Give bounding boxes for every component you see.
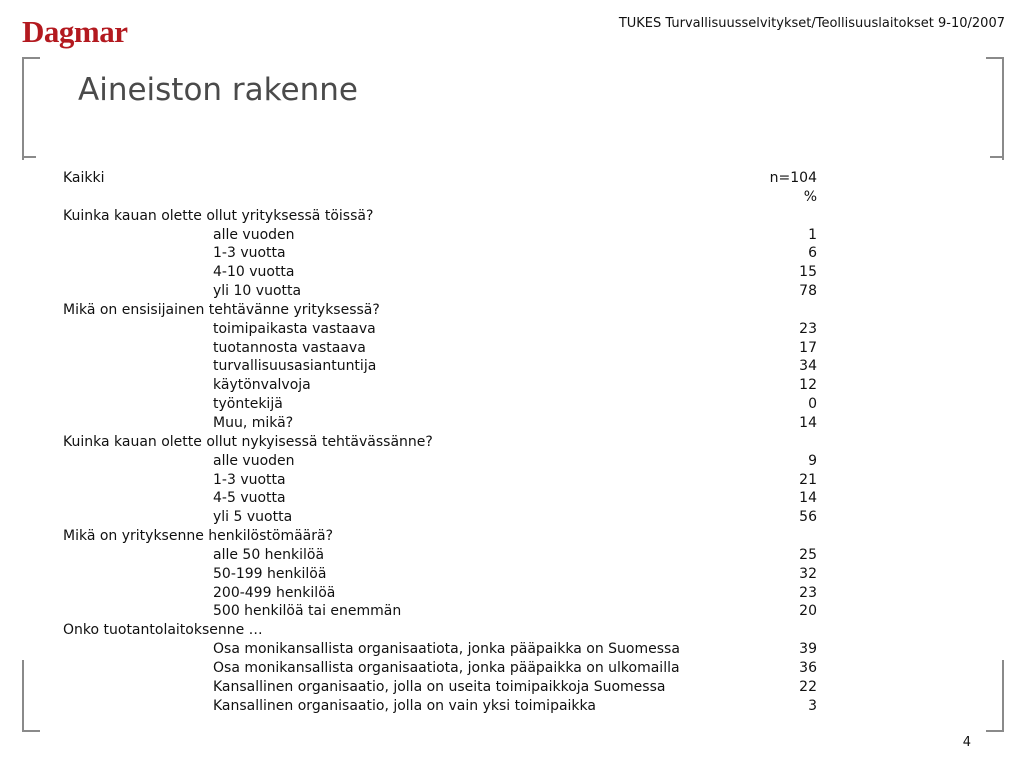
row-value: 3	[808, 697, 817, 714]
row-value: 1	[808, 226, 817, 243]
table-row	[63, 226, 820, 245]
table-row	[63, 602, 820, 621]
row-value: 20	[799, 603, 817, 620]
table-row	[63, 678, 820, 697]
row-label: 500 henkilöä tai enemmän	[213, 603, 402, 620]
header-row	[63, 188, 820, 207]
table-row	[63, 659, 820, 678]
company-logo: Dagmar	[22, 14, 128, 49]
row-label: Kuinka kauan olette ollut nykyisessä tehtävässänne?	[63, 433, 433, 450]
row-value: 39	[799, 641, 817, 658]
row-value: 23	[799, 320, 817, 337]
row-value: 21	[799, 471, 817, 488]
row-label: tuotannosta vastaava	[213, 339, 366, 356]
row-label: Osa monikansallista organisaatiota, jonka pääpaikka on ulkomailla	[213, 659, 680, 676]
row-label: työntekijä	[213, 396, 283, 413]
frame-corner-bottom-left	[22, 660, 40, 732]
table-row	[63, 697, 820, 716]
table-row	[63, 508, 820, 527]
row-value: 14	[799, 414, 817, 431]
row-label: Muu, mikä?	[213, 414, 294, 431]
table-row	[63, 339, 820, 358]
row-label: yli 10 vuotta	[213, 283, 302, 300]
data-table	[63, 169, 820, 715]
table-row	[63, 414, 820, 433]
table-row	[63, 282, 820, 301]
row-label: Onko tuotantolaitoksenne …	[63, 622, 263, 639]
question-row	[63, 301, 820, 320]
row-label: 1-3 vuotta	[213, 471, 286, 488]
page-number: 4	[962, 735, 971, 750]
row-value: 56	[799, 509, 817, 526]
question-row	[63, 621, 820, 640]
row-value: 32	[799, 565, 817, 582]
table-row	[63, 357, 820, 376]
row-value: 0	[808, 396, 817, 413]
row-value: %	[803, 188, 817, 205]
row-value: 12	[799, 377, 817, 394]
row-value: 36	[799, 659, 817, 676]
row-label: alle vuoden	[213, 452, 295, 469]
table-row	[63, 395, 820, 414]
frame-corner-top-right	[986, 57, 1004, 160]
row-label: 50-199 henkilöä	[213, 565, 327, 582]
row-label: Kansallinen organisaatio, jolla on vain yksi toimipaikka	[213, 697, 596, 714]
row-label: Kuinka kauan olette ollut yrityksessä töissä?	[63, 207, 374, 224]
question-row	[63, 433, 820, 452]
row-value: 6	[808, 245, 817, 262]
row-label: 4-5 vuotta	[213, 490, 286, 507]
table-row	[63, 565, 820, 584]
row-label: Osa monikansallista organisaatiota, jonka pääpaikka on Suomessa	[213, 641, 680, 658]
table-row	[63, 584, 820, 603]
question-row	[63, 527, 820, 546]
table-row	[63, 244, 820, 263]
row-label: 4-10 vuotta	[213, 264, 295, 281]
row-value: 9	[808, 452, 817, 469]
row-value: 14	[799, 490, 817, 507]
frame-tick-left	[22, 156, 36, 158]
row-label: toimipaikasta vastaava	[213, 320, 376, 337]
row-label: Mikä on ensisijainen tehtävänne yrityksessä?	[63, 301, 380, 318]
table-row	[63, 546, 820, 565]
row-value: 15	[799, 264, 817, 281]
row-value: 23	[799, 584, 817, 601]
header-row	[63, 169, 820, 188]
table-row	[63, 320, 820, 339]
row-value: 34	[799, 358, 817, 375]
table-row	[63, 452, 820, 471]
row-label: 1-3 vuotta	[213, 245, 286, 262]
row-label: Kaikki	[63, 170, 105, 186]
row-label: alle vuoden	[213, 226, 295, 243]
row-value: 25	[799, 546, 817, 563]
row-value: 78	[799, 283, 817, 300]
table-row	[63, 263, 820, 282]
table-row	[63, 376, 820, 395]
row-value: 22	[799, 678, 817, 695]
header-title: TUKES Turvallisuusselvitykset/Teollisuuslaitokset 9-10/2007	[618, 16, 1005, 31]
slide-title: Aineiston rakenne	[78, 72, 358, 108]
row-value: 17	[799, 339, 817, 356]
row-label: Kansallinen organisaatio, jolla on useita toimipaikkoja Suomessa	[213, 678, 666, 695]
row-label: Mikä on yrityksenne henkilöstömäärä?	[63, 528, 333, 545]
row-label: turvallisuusasiantuntija	[213, 358, 377, 375]
row-label: alle 50 henkilöä	[213, 546, 325, 563]
frame-tick-right	[990, 156, 1004, 158]
row-label: 200-499 henkilöä	[213, 584, 336, 601]
frame-corner-bottom-right	[986, 660, 1004, 732]
table-row	[63, 489, 820, 508]
frame-corner-top-left	[22, 57, 40, 160]
table-row	[63, 471, 820, 490]
table-row	[63, 640, 820, 659]
question-row	[63, 207, 820, 226]
row-label: käytönvalvoja	[213, 377, 311, 394]
row-value: n=104	[769, 170, 817, 186]
row-label: yli 5 vuotta	[213, 509, 293, 526]
